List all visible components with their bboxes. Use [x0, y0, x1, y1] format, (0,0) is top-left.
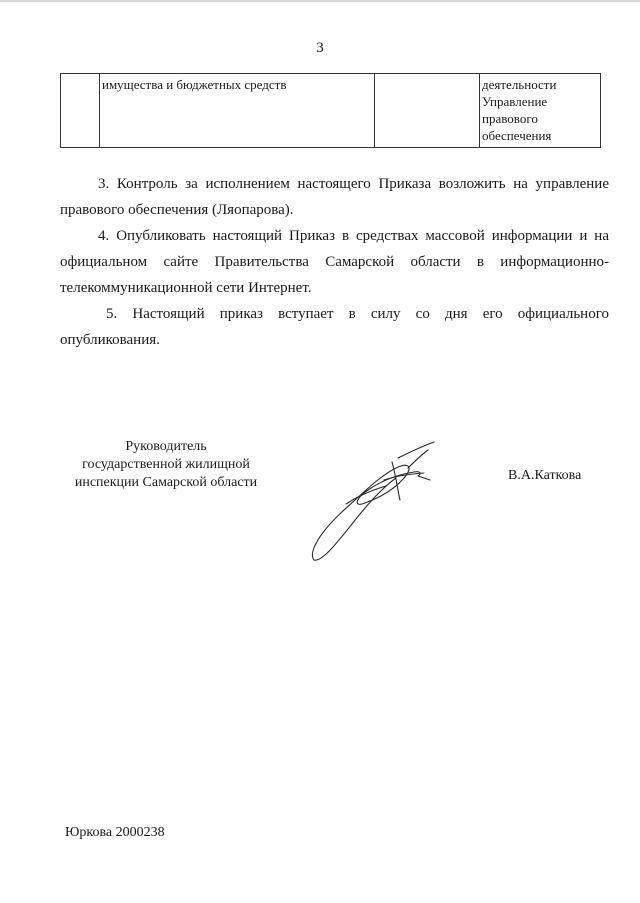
table-row: [61, 74, 601, 148]
page-number: 3: [316, 40, 324, 56]
paragraph-3: [60, 171, 609, 223]
paragraph-5: [60, 301, 609, 353]
signer-position-line: государственной жилищной: [82, 457, 250, 472]
handwritten-signature: [300, 440, 450, 570]
paragraph-line: 4. Опубликовать настоящий Приказ в средствах массовой информации и на: [98, 228, 609, 244]
paragraph-4: [60, 223, 609, 301]
table-cell-responsible: [480, 74, 601, 148]
paragraph-line: 3. Контроль за исполнением настоящего Приказа возложить на управление: [98, 176, 609, 192]
signer-position-line: инспекции Самарской области: [74, 475, 258, 490]
paragraph-line: официальном сайте Правительства Самарской области в информационно-: [60, 254, 609, 270]
table-cell-deadline: [375, 74, 480, 148]
responsible-line: обеспечения: [482, 128, 552, 143]
paragraph-line: 5. Настоящий приказ вступает в силу со дня его официального: [106, 306, 609, 322]
paragraph-line: правового обеспечения (Ляопарова).: [60, 202, 294, 218]
paragraph-line: опубликования.: [60, 332, 160, 348]
executor-footer: Юркова 2000238: [65, 825, 165, 840]
table-cell-number: [61, 74, 100, 148]
responsible-line: деятельности: [482, 77, 557, 92]
responsible-line: Управление: [482, 94, 548, 109]
table-cell-description: имущества и бюджетных средств: [100, 74, 375, 148]
paragraph-line: телекоммуникационной сети Интернет.: [60, 280, 312, 296]
continued-table: [60, 73, 601, 148]
responsible-line: правового: [482, 111, 538, 126]
signer-name: В.А.Каткова: [508, 468, 582, 483]
signer-position-line: Руководитель: [125, 439, 207, 454]
page-top-edge: [0, 0, 640, 2]
signer-position: [60, 438, 272, 492]
